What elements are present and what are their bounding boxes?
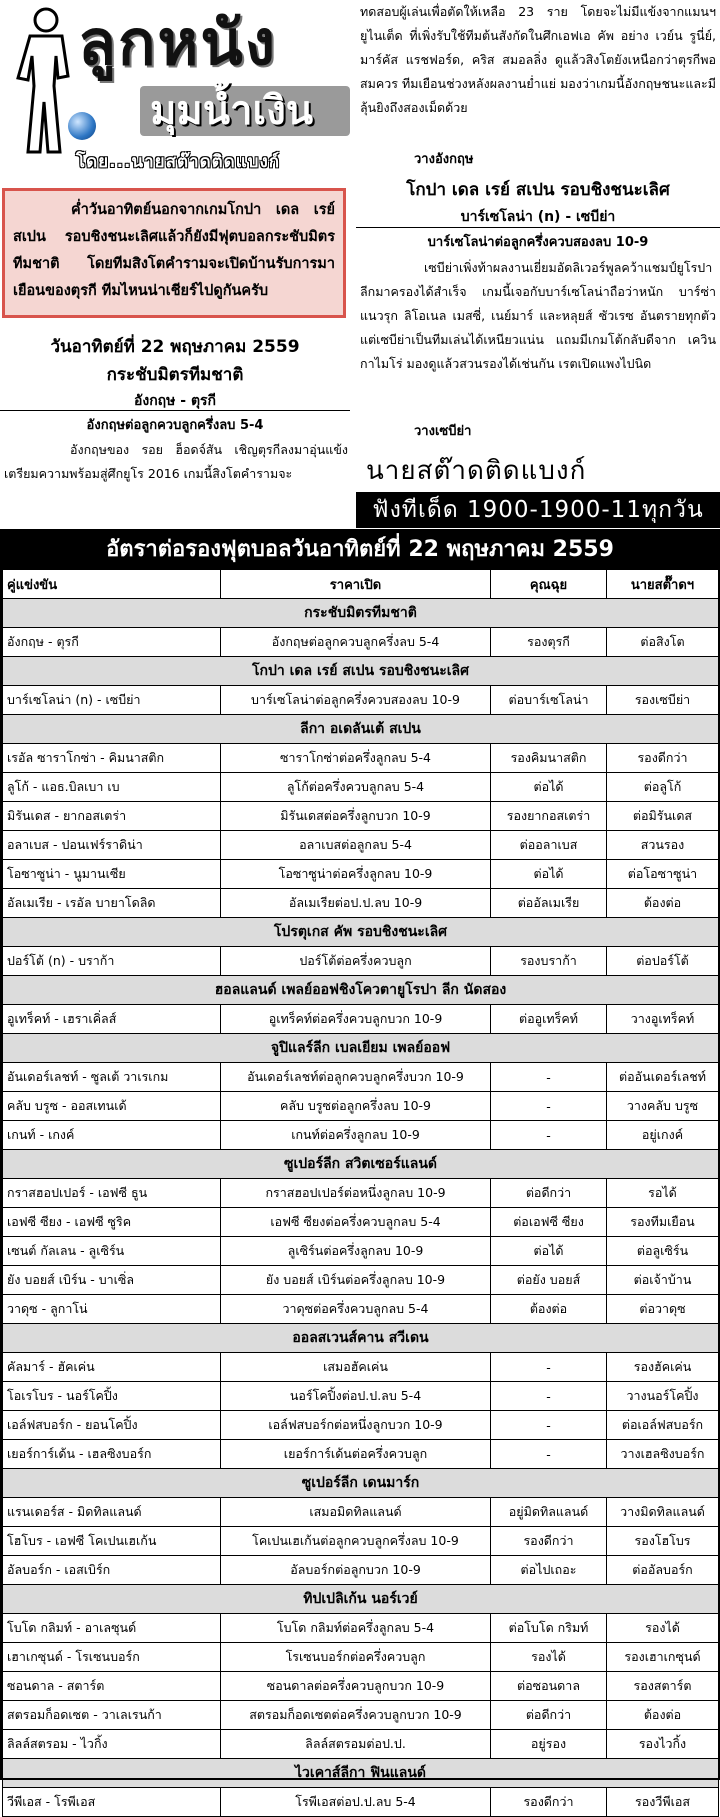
league-section-row <box>3 1469 719 1498</box>
league-name: ลีกา อเดลันเต้ สเปน <box>3 715 719 744</box>
globe-icon <box>68 112 96 140</box>
match-name: ปอร์โต้ (n) - บราก้า <box>3 947 221 976</box>
khun-chui-pick: ต่อเอฟซี ซียง <box>491 1208 607 1237</box>
opening-odds: ลูเซิร์นต่อครึ่งลูกลบ 10-9 <box>221 1237 491 1266</box>
league-section-row <box>3 657 719 686</box>
intro-text: ค่ำวันอาทิตย์นอกจากเกมโกปา เดล เรย์ สเปน รอบชิงชนะเลิศแล้วก็ยังมีฟุตบอลกระชับมิตรทีมชาติ โดยทีมสิงโตคำรามจะเปิดบ้านรับการมาเยือนของตุรกี ทีมไหนน่าเชียร์ไปดูกันครับ <box>13 202 335 299</box>
nai-stad-pick: รองได้ <box>607 1614 719 1643</box>
match-row <box>3 860 719 889</box>
match-name: เยอร์การ์เด้น - เฮลซิงบอร์ก <box>3 1440 221 1469</box>
odds-table <box>2 569 719 1817</box>
match-row <box>3 1556 719 1585</box>
opening-odds: อูเทร็คท์ต่อครึ่งควบลูกบวก 10-9 <box>221 1005 491 1034</box>
khun-chui-pick: ต่อได้ <box>491 1237 607 1266</box>
opening-odds: โอซาซูน่าต่อครึ่งลูกลบ 10-9 <box>221 860 491 889</box>
match-row <box>3 744 719 773</box>
match-name: วีพีเอส - โรพีเอส <box>3 1788 221 1817</box>
nai-stad-pick: วางเฮลซิงบอร์ก <box>607 1440 719 1469</box>
nai-stad-pick: ต่อโอซาซูน่า <box>607 860 719 889</box>
match-row <box>3 1063 719 1092</box>
opening-odds: สตรอมก็อดเซตต่อครึ่งควบลูกบวก 10-9 <box>221 1701 491 1730</box>
column-logo <box>0 0 350 175</box>
nai-stad-pick: สวนรอง <box>607 831 719 860</box>
friendly-preview-continued-text: ทดสอบผู้เล่นเพื่อตัดให้เหลือ 23 ราย โดยจะไม่มีแข้งจากแมนฯ ยูไนเต็ด ที่เพิ่งรับใช้ทีมต้นสังกัดในศึกเอฟเอ คัพ อย่าง เวย์น รูนี่ย์, มาร์คัส แรชฟอร์ด, คริส สมอลลิ่ง ดูแล้วสิงโตยังเหนือกว่าตุรกีพอสมควร ทีมเยือนช่วงหลังผลงานย่ำแย่ มองว่าเกมนี้อังกฤษชนะและมีลุ้นยิงถึงสองเม็ดด้วย <box>360 4 716 115</box>
match-row <box>3 1208 719 1237</box>
match-row <box>3 1121 719 1150</box>
match-row <box>3 1092 719 1121</box>
nai-stad-pick: ต่อลูเซิร์น <box>607 1237 719 1266</box>
match-row <box>3 1672 719 1701</box>
league-section-row <box>3 599 719 628</box>
league-name: กระชับมิตรทีมชาติ <box>3 599 719 628</box>
league-section-row <box>3 1150 719 1179</box>
match-name: โอเรโบร - นอร์โคปิ้ง <box>3 1382 221 1411</box>
opening-odds: ลูโก้ต่อครึ่งควบลูกลบ 5-4 <box>221 773 491 802</box>
match-row <box>3 628 719 657</box>
friendly-heading: กระชับมิตรทีมชาติ <box>106 365 244 385</box>
opening-odds: เสมอฮัคเค่น <box>221 1353 491 1382</box>
league-section-row <box>3 918 719 947</box>
opening-odds: เยอร์การ์เด้นต่อครึ่งควบลูก <box>221 1440 491 1469</box>
match-name: เอฟซี ซียง - เอฟซี ซูริค <box>3 1208 221 1237</box>
league-section-row <box>3 715 719 744</box>
match-name: โอซาซูน่า - นูมานเซีย <box>3 860 221 889</box>
logo-title-line1: ลูกหนัง <box>78 6 278 79</box>
divider <box>0 410 350 411</box>
nai-stad-pick: รองเซบีย่า <box>607 686 719 715</box>
match-name: กราสฮอปเปอร์ - เอฟซี ธูน <box>3 1179 221 1208</box>
nai-stad-pick: รองโฮโบร <box>607 1527 719 1556</box>
match-row <box>3 802 719 831</box>
nai-stad-pick: วางนอร์โคปิ้ง <box>607 1382 719 1411</box>
khun-chui-pick: รองดีกว่า <box>491 1527 607 1556</box>
opening-odds: คลับ บรูซต่อลูกครึ่งลบ 10-9 <box>221 1092 491 1121</box>
khun-chui-pick: ต่ออูเทร็คท์ <box>491 1005 607 1034</box>
nai-stad-pick: รองวีพีเอส <box>607 1788 719 1817</box>
friendly-preview <box>4 438 348 486</box>
opening-odds: เสมอมิดทิลแลนด์ <box>221 1498 491 1527</box>
opening-odds: อัลบอร์กต่อลูกบวก 10-9 <box>221 1556 491 1585</box>
opening-odds: อัลเมเรียต่อป.ป.ลบ 10-9 <box>221 889 491 918</box>
league-name: ออลสเวนส์คาน สวีเดน <box>3 1324 719 1353</box>
match-row <box>3 889 719 918</box>
nai-stad-pick: วางมิดทิลแลนด์ <box>607 1498 719 1527</box>
khun-chui-pick: รองบราก้า <box>491 947 607 976</box>
match-name: ซอนดาล - สตาร์ต <box>3 1672 221 1701</box>
nai-stad-pick: ต่อเอล์ฟสบอร์ก <box>607 1411 719 1440</box>
match-row <box>3 1701 719 1730</box>
league-name: จูปิแลร์ลีก เบลเยียม เพลย์ออฟ <box>3 1034 719 1063</box>
hotline-banner: ฟังทีเด็ด 1900-1900-11ทุกวัน <box>356 492 720 528</box>
khun-chui-pick: ต่ออัลเมเรีย <box>491 889 607 918</box>
opening-odds: เกนท์ต่อครึ่งลูกลบ 10-9 <box>221 1121 491 1150</box>
league-name: ทิปเปลิเก้น นอร์เวย์ <box>3 1585 719 1614</box>
khun-chui-pick: - <box>491 1063 607 1092</box>
khun-chui-pick: ต้องต่อ <box>491 1295 607 1324</box>
opening-odds: ซาราโกซ่าต่อครึ่งลูกลบ 5-4 <box>221 744 491 773</box>
khun-chui-pick: รองตุรกี <box>491 628 607 657</box>
logo-byline: โดย...นายสต๊าดติดแบงก์ <box>76 152 281 172</box>
match-name: อังกฤษ - ตุรกี <box>3 628 221 657</box>
nai-stad-pick: รองฮัคเค่น <box>607 1353 719 1382</box>
odds-table-body <box>3 599 719 1817</box>
league-section-row <box>3 1034 719 1063</box>
final-odds: บาร์เซโลน่าต่อลูกครึ่งควบสองลบ 10-9 <box>427 235 649 250</box>
match-name: อลาเบส - ปอนเฟร์ราดิน่า <box>3 831 221 860</box>
opening-odds: อันเดอร์เลชท์ต่อลูกควบลูกครึ่งบวก 10-9 <box>221 1063 491 1092</box>
header-opening-odds: ราคาเปิด <box>221 570 491 599</box>
nai-stad-pick: วางคลับ บรูซ <box>607 1092 719 1121</box>
match-row <box>3 1643 719 1672</box>
nai-stad-pick: วางอูเทร็คท์ <box>607 1005 719 1034</box>
nai-stad-pick: อยู่เกงค์ <box>607 1121 719 1150</box>
league-name: โกปา เดล เรย์ สเปน รอบชิงชนะเลิศ <box>3 657 719 686</box>
khun-chui-pick: ต่อไปเถอะ <box>491 1556 607 1585</box>
match-row <box>3 1498 719 1527</box>
nai-stad-pick: ต่อปอร์โต้ <box>607 947 719 976</box>
match-row <box>3 1527 719 1556</box>
nai-stad-pick: ต้องต่อ <box>607 889 719 918</box>
nai-stad-pick: ต่อวาดุซ <box>607 1295 719 1324</box>
league-section-row <box>3 1585 719 1614</box>
friendly-preview-text: อังกฤษของ รอย ฮ็อดจ์สัน เชิญตุรกีลงมาอุ่นแข้งเตรียมความพร้อมสู่ศึกยูโร 2016 เกมนี้สิงโตคำรามจะ <box>4 442 348 481</box>
friendly-match: อังกฤษ - ตุรกี <box>133 393 217 409</box>
opening-odds: โรเซนบอร์กต่อครึ่งควบลูก <box>221 1643 491 1672</box>
match-row <box>3 1730 719 1759</box>
match-name: เรอัล ซาราโกซ่า - คิมนาสติก <box>3 744 221 773</box>
match-row <box>3 1788 719 1817</box>
nai-stad-pick: ต่ออัลบอร์ก <box>607 1556 719 1585</box>
opening-odds: ลิลล์สตรอมต่อป.ป. <box>221 1730 491 1759</box>
final-preview <box>360 256 716 376</box>
author-signature: นายสต๊าดติดแบงก์ <box>366 456 587 486</box>
logo-title-line2: มุมน้ำเงิน <box>150 88 314 134</box>
opening-odds: มิรันเดสต่อครึ่งลูกบวก 10-9 <box>221 802 491 831</box>
league-name: ไวเคาส์ลีกา ฟินแลนด์ <box>3 1759 719 1788</box>
league-section-row <box>3 1759 719 1788</box>
match-row <box>3 1005 719 1034</box>
divider <box>356 227 720 228</box>
khun-chui-pick: - <box>491 1092 607 1121</box>
friendly-odds: อังกฤษต่อลูกควบลูกครึ่งลบ 5-4 <box>86 418 264 433</box>
match-name: วาดุซ - ลูกาโน่ <box>3 1295 221 1324</box>
league-section-row <box>3 1324 719 1353</box>
khun-chui-pick: ต่ออลาเบส <box>491 831 607 860</box>
final-heading: โกปา เดล เรย์ สเปน รอบชิงชนะเลิศ <box>406 180 670 200</box>
final-match: บาร์เซโลน่า (n) - เซบีย่า <box>460 209 616 225</box>
match-name: อันเดอร์เลชท์ - ซูลเต้ วาเรเกม <box>3 1063 221 1092</box>
khun-chui-pick: ต่อได้ <box>491 860 607 889</box>
opening-odds: ยัง บอยส์ เบิร์นต่อครึ่งลูกลบ 10-9 <box>221 1266 491 1295</box>
opening-odds: ซอนดาลต่อครึ่งควบลูกบวก 10-9 <box>221 1672 491 1701</box>
opening-odds: นอร์โคปิ้งต่อป.ป.ลบ 5-4 <box>221 1382 491 1411</box>
intro-box <box>2 188 346 318</box>
khun-chui-pick: ต่อยัง บอยส์ <box>491 1266 607 1295</box>
nai-stad-pick: ต่อมิรันเดส <box>607 802 719 831</box>
odds-table-header <box>3 570 719 599</box>
header-match: คู่แข่งขัน <box>3 570 221 599</box>
match-row <box>3 1353 719 1382</box>
match-name: อัลเมเรีย - เรอัล บายาโดลิด <box>3 889 221 918</box>
odds-table-banner: อัตราต่อรองฟุตบอลวันอาทิตย์ที่ 22 พฤษภาคม 2559 <box>0 531 720 569</box>
khun-chui-pick: ต่อโบโด กริมท์ <box>491 1614 607 1643</box>
nai-stad-pick: รอได้ <box>607 1179 719 1208</box>
match-name: เฮาเกซุนด์ - โรเซนบอร์ก <box>3 1643 221 1672</box>
khun-chui-pick: - <box>491 1382 607 1411</box>
league-name: โปรตุเกส คัพ รอบชิงชนะเลิศ <box>3 918 719 947</box>
match-name: ลูโก้ - แอธ.บิลเบา เบ <box>3 773 221 802</box>
final-pick: วางเซบีย่า <box>414 424 472 439</box>
opening-odds: โรพีเอสต่อป.ป.ลบ 5-4 <box>221 1788 491 1817</box>
match-name: คัลมาร์ - ฮัคเค่น <box>3 1353 221 1382</box>
friendly-preview-continued <box>360 0 716 120</box>
final-preview-text: เซบีย่าเพิ่งท้าผลงานเยี่ยมอัดลิเวอร์พูลคว้าแชมป์ยูโรปา ลีกมาครองได้สำเร็จ เกมนี้เจอกับบาร์เซโลน่าถือว่าหนัก บาร์ซ่าแนวรุก ลิโอเนล เมสซี่, เนย์มาร์ และหลุยส์ ซัวเรซ อันตรายทุกตัว แต่เซบีย่าเป็นทีมเล่นได้เหนียวแน่น แถมมีเกมโต้กลับดีจาก เควิน กาไมโร่ มองดูแล้วสวนรองได้เช่นกัน เรตเปิดแพงไปนิด <box>360 260 716 371</box>
match-row <box>3 1179 719 1208</box>
khun-chui-pick: ต่อดีกว่า <box>491 1179 607 1208</box>
match-name: เซนต์ กัลเลน - ลูเซิร์น <box>3 1237 221 1266</box>
match-row <box>3 773 719 802</box>
khun-chui-pick: - <box>491 1411 607 1440</box>
opening-odds: เอล์ฟสบอร์กต่อหนึ่งลูกบวก 10-9 <box>221 1411 491 1440</box>
match-row <box>3 947 719 976</box>
match-name: บาร์เซโลน่า (n) - เซบีย่า <box>3 686 221 715</box>
nai-stad-pick: รองดีกว่า <box>607 744 719 773</box>
match-name: โบโด กลิมท์ - อาเลซุนด์ <box>3 1614 221 1643</box>
khun-chui-pick: ต่อได้ <box>491 773 607 802</box>
match-name: อูเทร็คท์ - เฮราเคิ่ลส์ <box>3 1005 221 1034</box>
league-name: ฮอลแลนด์ เพลย์ออฟชิงโควตายูโรปา ลีก นัดสอง <box>3 976 719 1005</box>
nai-stad-pick: รองเฮาเกซุนด์ <box>607 1643 719 1672</box>
opening-odds: เอฟซี ซียงต่อครึ่งควบลูกลบ 5-4 <box>221 1208 491 1237</box>
match-name: เอล์ฟสบอร์ก - ยอนโคปิ้ง <box>3 1411 221 1440</box>
opening-odds: อังกฤษต่อลูกควบลูกครึ่งลบ 5-4 <box>221 628 491 657</box>
khun-chui-pick: ต่อบาร์เซโลน่า <box>491 686 607 715</box>
opening-odds: อลาเบสต่อลูกลบ 5-4 <box>221 831 491 860</box>
match-name: มิรันเดส - ยากอสเตร่า <box>3 802 221 831</box>
match-row <box>3 1266 719 1295</box>
match-name: แรนเดอร์ส - มิดทิลแลนด์ <box>3 1498 221 1527</box>
match-row <box>3 686 719 715</box>
date-line: วันอาทิตย์ที่ 22 พฤษภาคม 2559 <box>50 337 300 357</box>
khun-chui-pick: - <box>491 1121 607 1150</box>
match-name: โฮโบร - เอฟซี โคเปนเฮเก้น <box>3 1527 221 1556</box>
nai-stad-pick: รองไวกิ้ง <box>607 1730 719 1759</box>
khun-chui-pick: - <box>491 1440 607 1469</box>
opening-odds: โบโด กลิมท์ต่อครึ่งลูกลบ 5-4 <box>221 1614 491 1643</box>
khun-chui-pick: ต่อดีกว่า <box>491 1701 607 1730</box>
friendly-pick: วางอังกฤษ <box>414 152 474 167</box>
match-row <box>3 1295 719 1324</box>
footballer-silhouette-icon <box>8 6 78 156</box>
nai-stad-pick: ต่อสิงโต <box>607 628 719 657</box>
match-row <box>3 1237 719 1266</box>
khun-chui-pick: รองยากอสเตร่า <box>491 802 607 831</box>
nai-stad-pick: ต่ออันเดอร์เลชท์ <box>607 1063 719 1092</box>
nai-stad-pick: ต่อเจ้าบ้าน <box>607 1266 719 1295</box>
header-nai-stad: นายสต๊๊าดฯ <box>607 570 719 599</box>
khun-chui-pick: รองดีกว่า <box>491 1788 607 1817</box>
nai-stad-pick: รองสตาร์ต <box>607 1672 719 1701</box>
khun-chui-pick: รองคิมนาสติก <box>491 744 607 773</box>
match-name: สตรอมก็อดเซต - วาเลเรนก้า <box>3 1701 221 1730</box>
match-row <box>3 1614 719 1643</box>
match-name: ยัง บอยส์ เบิร์น - บาเซิ่ล <box>3 1266 221 1295</box>
match-row <box>3 1382 719 1411</box>
header-khun-chui: คุณฉุย <box>491 570 607 599</box>
match-name: อัลบอร์ก - เอสเบิร์ก <box>3 1556 221 1585</box>
nai-stad-pick: ต้องต่อ <box>607 1701 719 1730</box>
opening-odds: โคเปนเฮเก้นต่อลูกควบลูกครึ่งลบ 10-9 <box>221 1527 491 1556</box>
opening-odds: กราสฮอปเปอร์ต่อหนึ่งลูกลบ 10-9 <box>221 1179 491 1208</box>
nai-stad-pick: ต่อลูโก้ <box>607 773 719 802</box>
match-row <box>3 1440 719 1469</box>
opening-odds: บาร์เซโลน่าต่อลูกครึ่งควบสองลบ 10-9 <box>221 686 491 715</box>
khun-chui-pick: ต่อซอนดาล <box>491 1672 607 1701</box>
khun-chui-pick: อยู่มิดทิลแลนด์ <box>491 1498 607 1527</box>
league-section-row <box>3 976 719 1005</box>
match-row <box>3 1411 719 1440</box>
khun-chui-pick: - <box>491 1353 607 1382</box>
league-name: ซูเปอร์ลีก เดนมาร์ก <box>3 1469 719 1498</box>
league-name: ซูเปอร์ลีก สวิตเซอร์แลนด์ <box>3 1150 719 1179</box>
khun-chui-pick: รองได้ <box>491 1643 607 1672</box>
match-name: ลิลล์สตรอม - ไวกิ้ง <box>3 1730 221 1759</box>
nai-stad-pick: รองทีมเยือน <box>607 1208 719 1237</box>
match-name: คลับ บรูซ - ออสเทนเด้ <box>3 1092 221 1121</box>
opening-odds: ปอร์โต้ต่อครึ่งควบลูก <box>221 947 491 976</box>
khun-chui-pick: อยู่รอง <box>491 1730 607 1759</box>
match-name: เกนท์ - เกงค์ <box>3 1121 221 1150</box>
match-row <box>3 831 719 860</box>
opening-odds: วาดุซต่อครึ่งควบลูกลบ 5-4 <box>221 1295 491 1324</box>
